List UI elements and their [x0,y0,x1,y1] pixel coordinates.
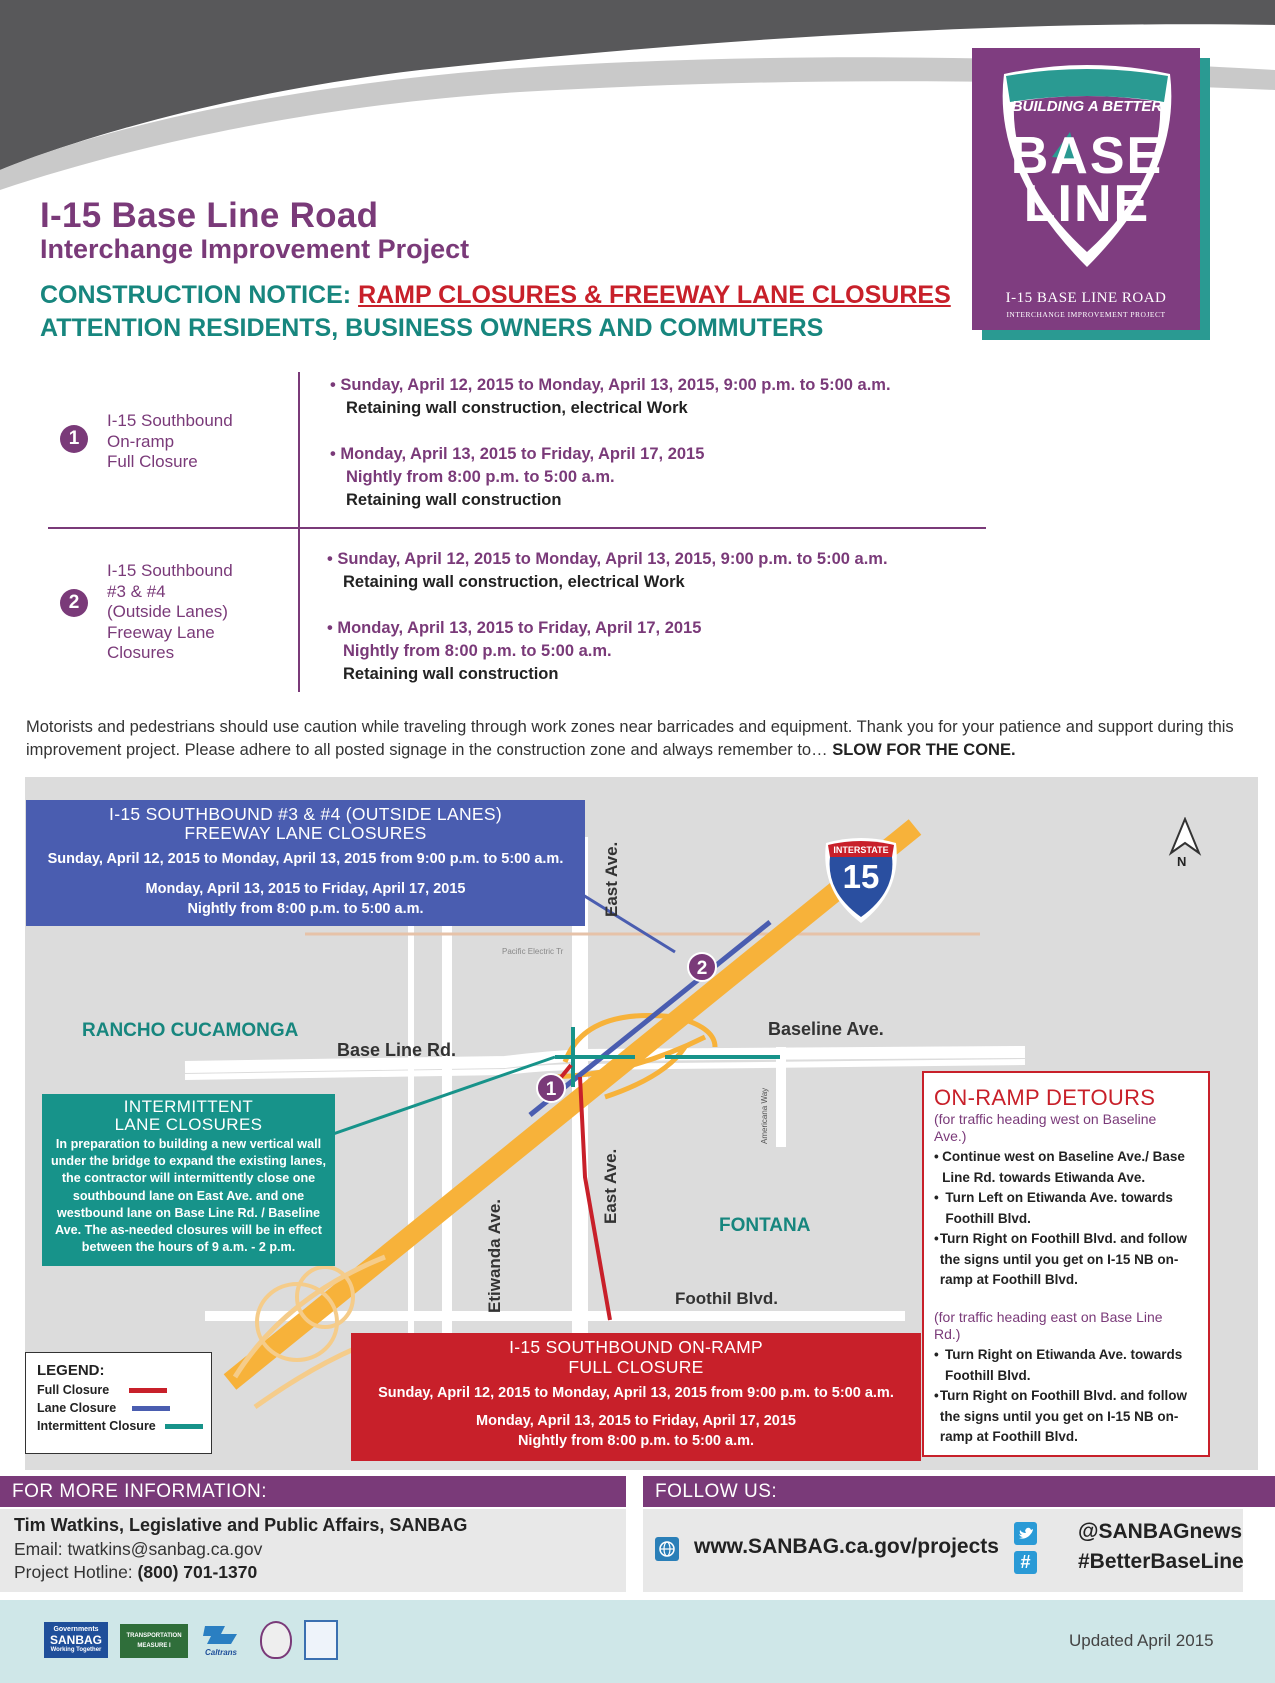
email-link[interactable]: twatkins@sanbag.ca.gov [67,1539,263,1559]
label-baseline-ave: Baseline Ave. [768,1019,884,1039]
intermittent-closure-box: INTERMITTENT LANE CLOSURES In preparation to building a new vertical wall under the bridge to expand the existing lanes, the contractor will intermittently close one southbound lane on East Ave. and one westbound lane on Base Line Rd. / Baseline Ave. The as-needed closures will be in effect between the hours of 9 a.m. - 2 p.m. [42,1094,335,1266]
closure-1-entry-1: • Sunday, April 12, 2015 to Monday, April 13, 2015, 9:00 p.m. to 5:00 a.m. Retaining wall construction, electrical Work [330,376,891,417]
caltrans-logo: Caltrans [198,1618,244,1662]
project-logo [972,48,1210,340]
legend-lane-closure: Lane Closure [37,1399,211,1417]
contact-name: Tim Watkins, Legislative and Public Affairs, SANBAG [14,1515,468,1535]
label-fontana: FONTANA [719,1215,811,1236]
rancho-cucamonga-seal-icon [260,1621,292,1659]
caution-paragraph: Motorists and pedestrians should use caution while traveling through work zones near barricades and equipment. Thank you for your patience and support during this improvement project. Please adhere to all posted signage in the construction zone and always remember to… SLOW FOR THE CONE. [26,718,1234,759]
label-etiwanda-ave: Etiwanda Ave. [485,1199,504,1313]
label-foothill-blvd: Foothil Blvd. [675,1289,778,1308]
project-hotline: Project Hotline: (800) 701-1370 [14,1562,258,1582]
more-info-bar: FOR MORE INFORMATION: [0,1476,626,1507]
logo-base: BASE [1010,127,1164,185]
map-legend: LEGEND: Full Closure Lane Closure Intermittent Closure [25,1352,212,1454]
hashtag-icon: # [1014,1551,1037,1574]
north-label: N [1177,854,1187,869]
map-marker-2: 2 [687,952,717,982]
legend-intermittent-closure: Intermittent Closure [37,1417,211,1435]
logo-line: LINE [1023,175,1151,233]
twitter-handle[interactable]: @SANBAGnews [1078,1520,1243,1543]
closure-2-entry-2: • Monday, April 13, 2015 to Friday, April 17, 2015 Nightly from 8:00 p.m. to 5:00 a.m. Retaining wall construction [327,619,702,683]
label-pacific-electric-trail: Pacific Electric Tr [502,947,564,956]
page-subtitle: Interchange Improvement Project [40,234,470,264]
closure-map [25,777,1258,1470]
sanbag-logo: Governments SANBAG Working Together [44,1622,108,1658]
measure-i-logo: TRANSPORTATION MEASURE I [120,1624,188,1658]
globe-icon [655,1537,679,1561]
updated-date: Updated April 2015 [1069,1631,1214,1650]
label-east-ave-top: East Ave. [602,841,621,917]
contact-email: Email: twatkins@sanbag.ca.gov [14,1539,263,1559]
map-marker-1: 1 [536,1073,566,1103]
legend-full-closure: Full Closure [37,1381,211,1399]
fontana-seal-icon [304,1620,338,1660]
ramp-closure-box: I-15 SOUTHBOUND ON-RAMP FULL CLOSURE Sunday, April 12, 2015 to Monday, April 13, 2015 from 9:00 p.m. to 5:00 a.m. Monday, April 13, 2015 to Friday, April 17, 2015 Nightly from 8:00 p.m. to 5:00 a.m. [351,1333,921,1461]
logo-subcaption: INTERCHANGE IMPROVEMENT PROJECT [1006,310,1166,319]
shield-number: 15 [842,858,880,895]
caution-emphasis: SLOW FOR THE CONE. [832,741,1016,759]
closure-1-entry-2: • Monday, April 13, 2015 to Friday, April 17, 2015 Nightly from 8:00 p.m. to 5:00 a.m. Retaining wall construction [330,445,705,509]
hotline-number[interactable]: (800) 701-1370 [137,1562,258,1582]
logo-banner: BUILDING A BETTER [1011,98,1163,115]
page-title: I-15 Base Line Road [40,196,379,235]
north-arrow-icon [1165,817,1205,857]
hashtag[interactable]: #BetterBaseLine [1078,1550,1244,1573]
label-americana-way: Americana Way [760,1087,769,1144]
schedule-divider-horizontal [48,527,986,529]
logo-caption: I-15 BASE LINE ROAD [1005,290,1167,306]
attention-line: ATTENTION RESIDENTS, BUSINESS OWNERS AND COMMUTERS [40,314,824,342]
label-base-line-rd: Base Line Rd. [337,1040,457,1060]
lane-closure-box: I-15 SOUTHBOUND #3 & #4 (OUTSIDE LANES) FREEWAY LANE CLOSURES Sunday, April 12, 2015 to Monday, April 13, 2015 from 9:00 p.m. to 5:00 a.m. Monday, April 13, 2015 to Friday, April 17, 2015 Nightly from 8:00 p.m. to 5:00 a.m. [26,800,585,926]
schedule-divider-vertical [298,372,300,692]
closure-2-number: 2 [60,589,88,617]
closure-2-entry-1: • Sunday, April 12, 2015 to Monday, April 13, 2015, 9:00 p.m. to 5:00 a.m. Retaining wall construction, electrical Work [327,550,888,591]
website-link[interactable]: www.SANBAG.ca.gov/projects [694,1535,999,1558]
label-rancho-cucamonga: RANCHO CUCAMONGA [82,1020,299,1041]
notice-label: CONSTRUCTION NOTICE: [40,281,352,309]
follow-us-bar: FOLLOW US: [643,1476,1275,1507]
shield-label: INTERSTATE [833,845,889,855]
construction-notice [40,281,951,310]
closure-1-title: I-15 Southbound On-ramp Full Closure [107,411,233,471]
label-east-ave-bottom: East Ave. [601,1148,620,1224]
notice-value: RAMP CLOSURES & FREEWAY LANE CLOSURES [358,281,951,309]
closure-1-number: 1 [60,425,88,453]
twitter-icon [1014,1522,1037,1545]
closure-2-title: I-15 Southbound #3 & #4 (Outside Lanes) Freeway Lane Closures [107,561,233,662]
on-ramp-detours: ON-RAMP DETOURS (for traffic heading west on Baseline Ave.) • Continue west on Baseline Ave./ Base Line Rd. towards Etiwanda Ave. • Turn Left on Etiwanda Ave. towards Foothill Blvd. • Turn Right on Foothill Blvd. and follow the signs until you get on I-15 NB on-ramp at Foothill Blvd. (for traffic heading east on Base Line Rd.) • Turn Right on Etiwanda Ave. towards Foothill Blvd. • Turn Right on Foothill Blvd. and follow the signs until you get on I-15 NB on-ramp at Foothill Blvd. [922,1071,1210,1457]
